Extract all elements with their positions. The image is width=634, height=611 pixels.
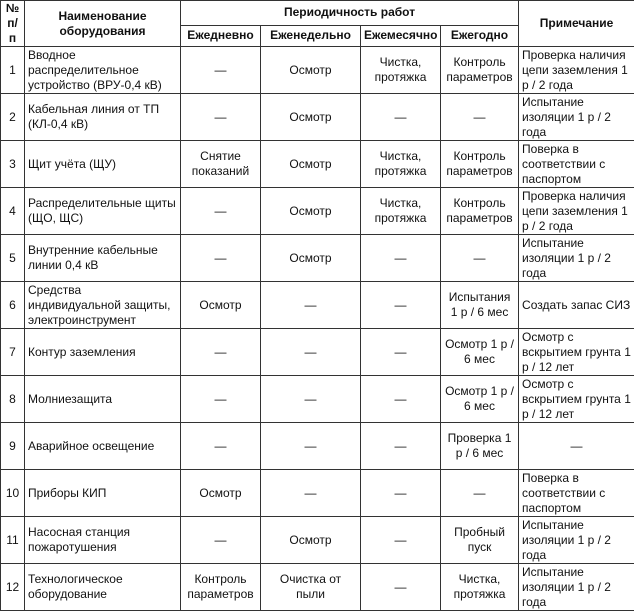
note-cell: Испытание изоляции 1 р / 2 года: [519, 564, 634, 611]
note-cell: Испытание изоляции 1 р / 2 года: [519, 235, 634, 282]
header-yearly: Ежегодно: [441, 25, 519, 46]
table-row: [1, 282, 634, 329]
monthly-cell: —: [361, 235, 441, 282]
row-num: 9: [1, 423, 25, 470]
note-cell: Испытание изоляции 1 р / 2 года: [519, 94, 634, 141]
table-row: [1, 564, 634, 611]
yearly-cell: Контроль параметров: [441, 188, 519, 235]
yearly-cell: Испытания 1 р / 6 мес: [441, 282, 519, 329]
table-row: [1, 141, 634, 188]
table-row: [1, 517, 634, 564]
weekly-cell: —: [261, 470, 361, 517]
monthly-cell: —: [361, 470, 441, 517]
monthly-cell: —: [361, 564, 441, 611]
row-num: 11: [1, 517, 25, 564]
monthly-cell: —: [361, 94, 441, 141]
yearly-cell: —: [441, 235, 519, 282]
equipment-name: Кабельная линия от ТП (КЛ-0,4 кВ): [25, 94, 181, 141]
row-num: 12: [1, 564, 25, 611]
weekly-cell: Очистка от пыли: [261, 564, 361, 611]
weekly-cell: —: [261, 376, 361, 423]
weekly-cell: —: [261, 423, 361, 470]
weekly-cell: Осмотр: [261, 94, 361, 141]
table-row: [1, 188, 634, 235]
yearly-cell: Контроль параметров: [441, 47, 519, 94]
daily-cell: —: [181, 517, 261, 564]
row-num: 10: [1, 470, 25, 517]
daily-cell: —: [181, 423, 261, 470]
weekly-cell: Осмотр: [261, 517, 361, 564]
daily-cell: —: [181, 188, 261, 235]
weekly-cell: —: [261, 282, 361, 329]
row-num: 8: [1, 376, 25, 423]
daily-cell: —: [181, 376, 261, 423]
row-num: 2: [1, 94, 25, 141]
row-num: 7: [1, 329, 25, 376]
monthly-cell: Чистка, протяжка: [361, 141, 441, 188]
table-row: [1, 47, 634, 94]
daily-cell: —: [181, 47, 261, 94]
equipment-name: Вводное распределительное устройство (ВРУ-0,4 кВ): [25, 47, 181, 94]
equipment-name: Щит учёта (ЩУ): [25, 141, 181, 188]
equipment-name: Контур заземления: [25, 329, 181, 376]
monthly-cell: —: [361, 517, 441, 564]
equipment-name: Средства индивидуальной защиты, электроинструмент: [25, 282, 181, 329]
table-row: [1, 423, 634, 470]
note-cell: Проверка наличия цепи заземления 1 р / 2 года: [519, 47, 634, 94]
note-cell: —: [519, 423, 634, 470]
yearly-cell: Проверка 1 р / 6 мес: [441, 423, 519, 470]
row-num: 6: [1, 282, 25, 329]
daily-cell: —: [181, 329, 261, 376]
equipment-name: Аварийное освещение: [25, 423, 181, 470]
yearly-cell: Осмотр 1 р / 6 мес: [441, 376, 519, 423]
header-work-periodicity: Периодичность работ: [181, 1, 519, 26]
equipment-name: Технологическое оборудование: [25, 564, 181, 611]
yearly-cell: —: [441, 94, 519, 141]
monthly-cell: —: [361, 329, 441, 376]
daily-cell: Снятие показаний: [181, 141, 261, 188]
equipment-name: Приборы КИП: [25, 470, 181, 517]
daily-cell: Осмотр: [181, 470, 261, 517]
yearly-cell: Осмотр 1 р / 6 мес: [441, 329, 519, 376]
table-row: [1, 470, 634, 517]
yearly-cell: Чистка, протяжка: [441, 564, 519, 611]
row-num: 4: [1, 188, 25, 235]
header-weekly: Еженедельно: [261, 25, 361, 46]
table-row: [1, 235, 634, 282]
note-cell: Поверка в соответствии с паспортом: [519, 470, 634, 517]
weekly-cell: Осмотр: [261, 235, 361, 282]
yearly-cell: Контроль параметров: [441, 141, 519, 188]
weekly-cell: Осмотр: [261, 47, 361, 94]
daily-cell: —: [181, 94, 261, 141]
monthly-cell: Чистка, протяжка: [361, 47, 441, 94]
yearly-cell: Пробный пуск: [441, 517, 519, 564]
table-row: [1, 376, 634, 423]
note-cell: Проверка наличия цепи заземления 1 р / 2 года: [519, 188, 634, 235]
row-num: 5: [1, 235, 25, 282]
monthly-cell: Чистка, протяжка: [361, 188, 441, 235]
daily-cell: Контроль параметров: [181, 564, 261, 611]
monthly-cell: —: [361, 376, 441, 423]
equipment-name: Распределительные щиты (ЩО, ЩС): [25, 188, 181, 235]
table-row: [1, 329, 634, 376]
equipment-name: Молниезащита: [25, 376, 181, 423]
weekly-cell: —: [261, 329, 361, 376]
weekly-cell: Осмотр: [261, 141, 361, 188]
header-daily: Ежедневно: [181, 25, 261, 46]
header-note: Примечание: [519, 1, 634, 47]
note-cell: Осмотр с вскрытием грунта 1 р / 12 лет: [519, 376, 634, 423]
note-cell: Создать запас СИЗ: [519, 282, 634, 329]
equipment-name: Насосная станция пожаротушения: [25, 517, 181, 564]
header-monthly: Ежемесячно: [361, 25, 441, 46]
note-cell: Испытание изоляции 1 р / 2 года: [519, 517, 634, 564]
note-cell: Поверка в соответствии с паспортом: [519, 141, 634, 188]
yearly-cell: —: [441, 470, 519, 517]
equipment-name: Внутренние кабельные линии 0,4 кВ: [25, 235, 181, 282]
daily-cell: Осмотр: [181, 282, 261, 329]
row-num: 1: [1, 47, 25, 94]
daily-cell: —: [181, 235, 261, 282]
header-equipment-name: Наименование оборудования: [25, 1, 181, 47]
header-num: № п/п: [1, 1, 25, 47]
monthly-cell: —: [361, 423, 441, 470]
row-num: 3: [1, 141, 25, 188]
table-row: [1, 94, 634, 141]
note-cell: Осмотр с вскрытием грунта 1 р / 12 лет: [519, 329, 634, 376]
monthly-cell: —: [361, 282, 441, 329]
weekly-cell: Осмотр: [261, 188, 361, 235]
